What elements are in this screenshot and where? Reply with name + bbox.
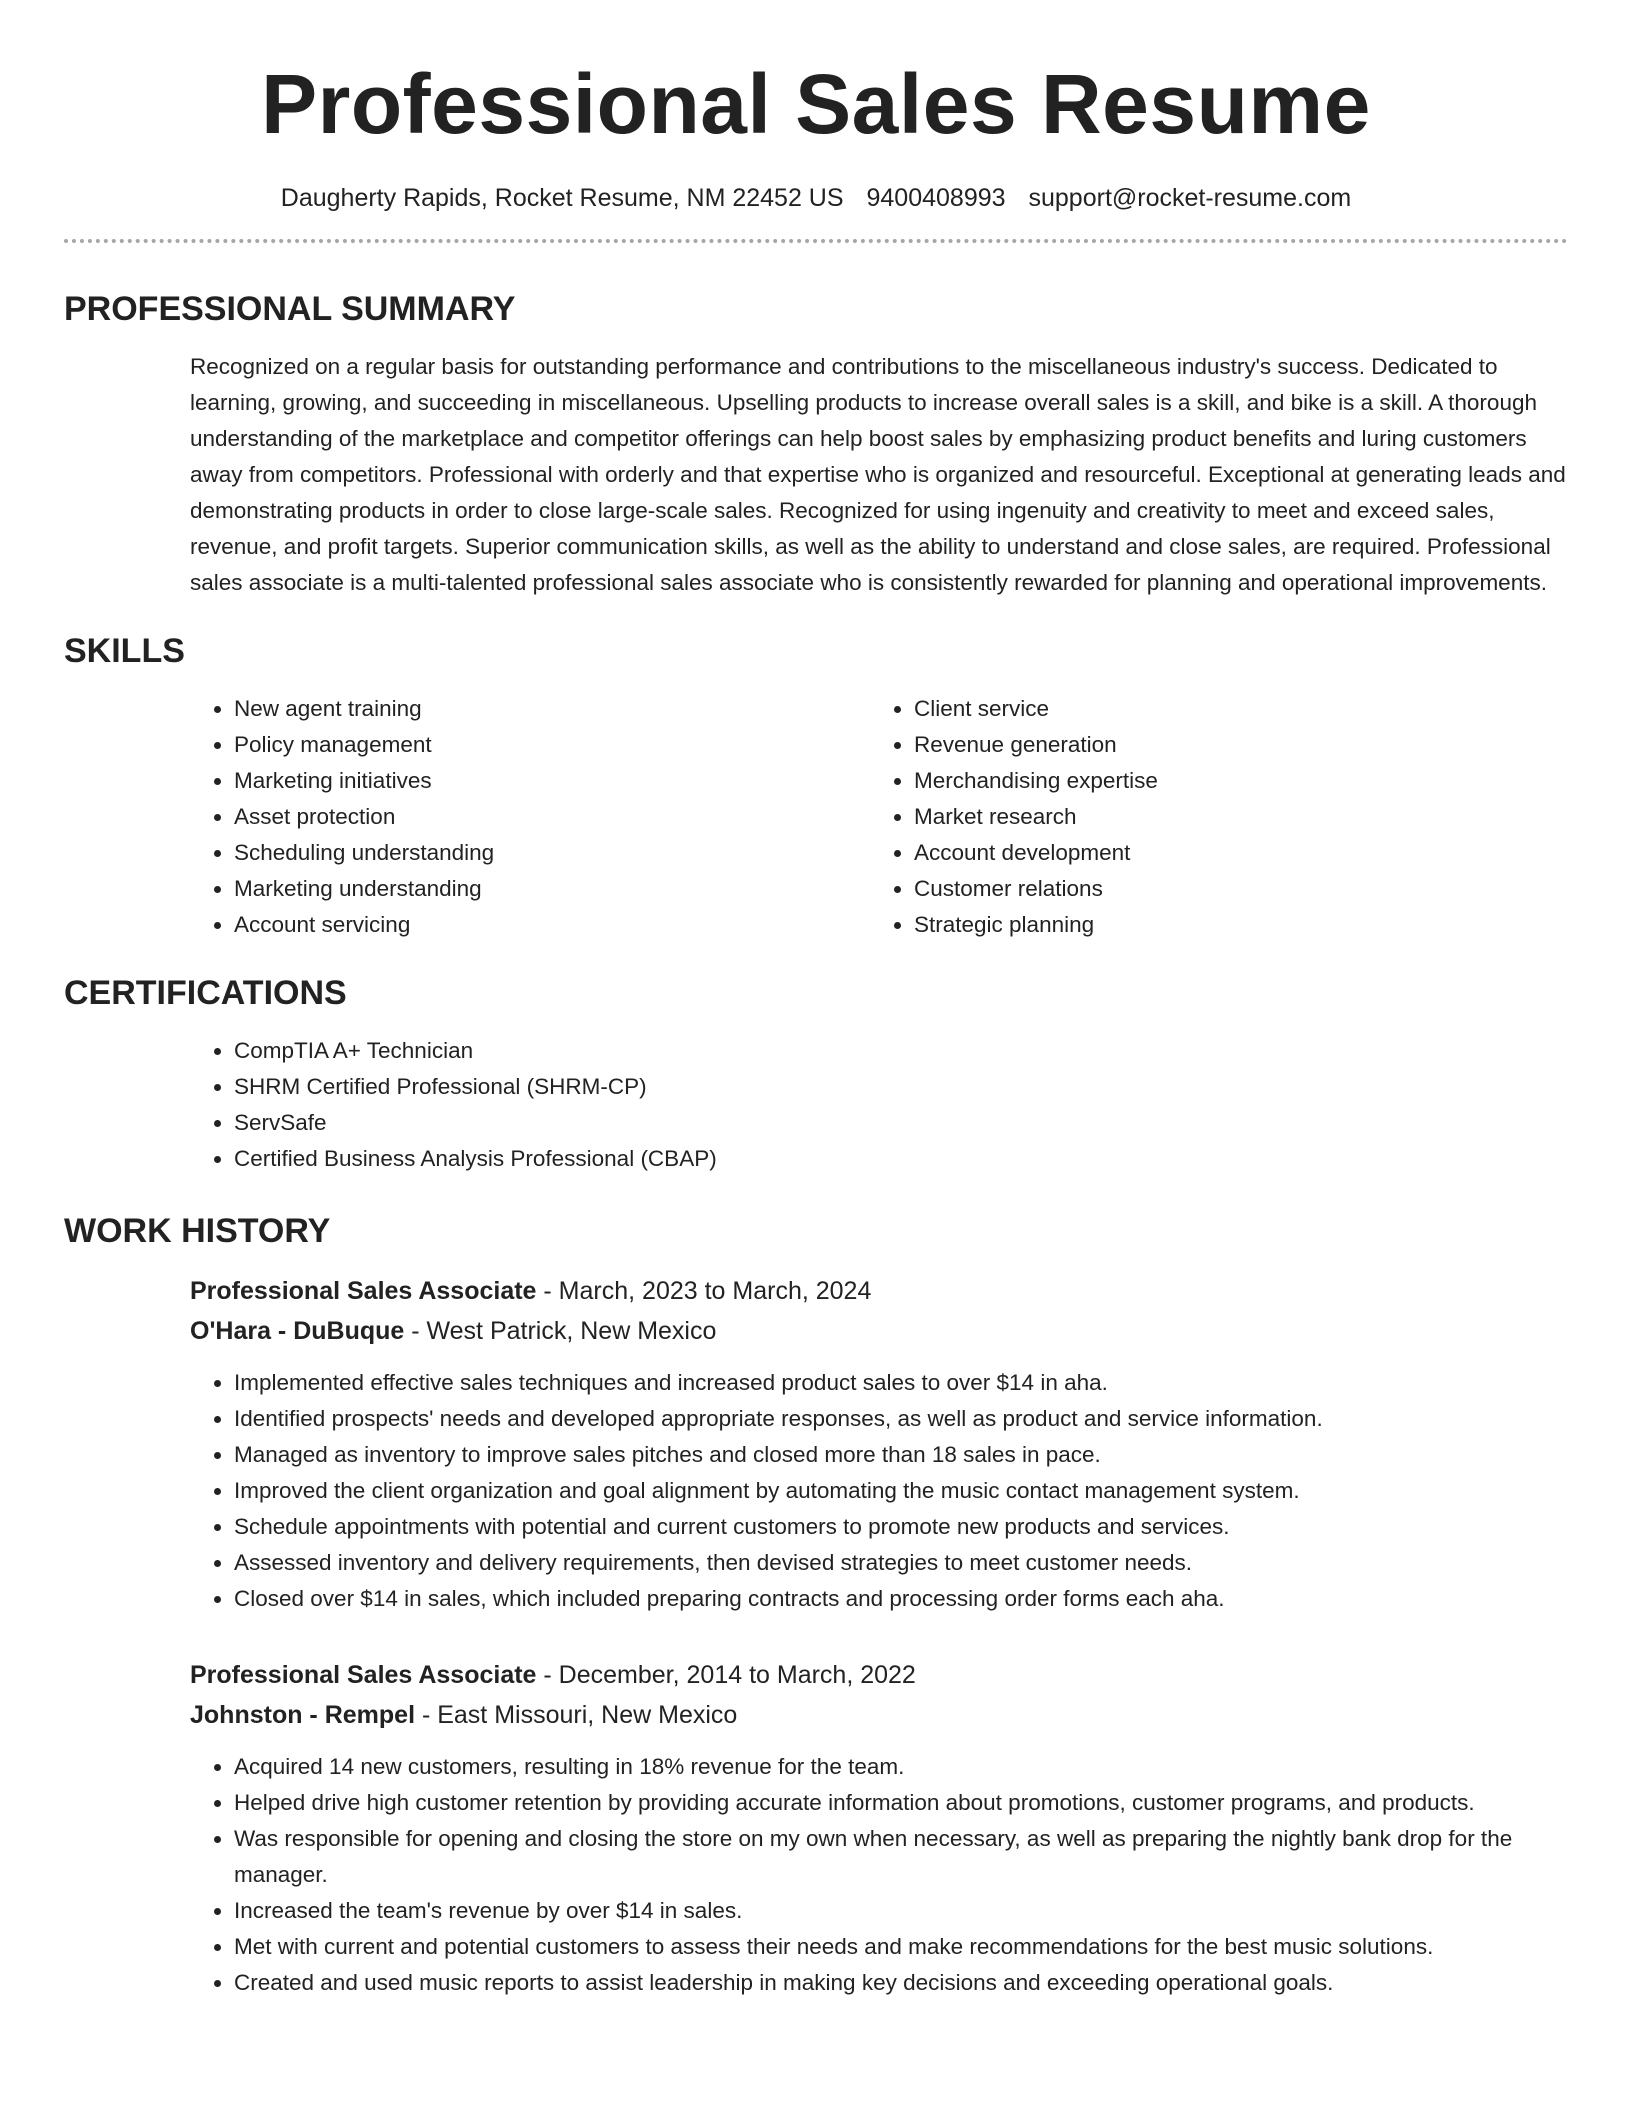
skill-item: • Client service [914, 691, 1550, 727]
job-bullets [190, 1749, 1568, 2001]
job-company-line [190, 1695, 1568, 1735]
resume-title: Professional Sales Resume [261, 57, 1371, 151]
job-bullet: • Met with current and potential customers to assess their needs and make recommendations for the best music solutions. [234, 1929, 1568, 1965]
skills-column-right [870, 691, 1550, 943]
job-bullet: • Was responsible for opening and closing the store on my own when necessary, as well as preparing the nightly bank drop for the manager. [234, 1821, 1568, 1893]
job-bullet: • Schedule appointments with potential and current customers to promote new products and services. [234, 1509, 1568, 1545]
job-bullet: • Implemented effective sales techniques and increased product sales to over $14 in aha. [234, 1365, 1568, 1401]
resume-page [64, 0, 1568, 2001]
job-location: - West Patrick, New Mexico [404, 1317, 717, 1345]
job-bullet: • Managed as inventory to improve sales pitches and closed more than 18 sales in pace. [234, 1437, 1568, 1473]
skill-item: • Account servicing [234, 907, 870, 943]
job-bullets [190, 1365, 1568, 1617]
job-bullet: • Identified prospects' needs and developed appropriate responses, as well as product and service information. [234, 1401, 1568, 1437]
skill-item: • Merchandising expertise [914, 763, 1550, 799]
skills-grid [190, 691, 1568, 943]
job-bullet: • Closed over $14 in sales, which included preparing contracts and processing order forms each aha. [234, 1581, 1568, 1617]
skill-item: • New agent training [234, 691, 870, 727]
job-entry [190, 1271, 1568, 1351]
skill-item: • Customer relations [914, 871, 1550, 907]
job-bullet: • Increased the team's revenue by over $14 in sales. [234, 1893, 1568, 1929]
summary-text: Recognized on a regular basis for outstanding performance and contributions to the miscellaneous industry's success. Dedicated to learning, growing, and succeeding in miscellaneous. Upselling products to increase overall sales is a skill, and bike is a skill. A thorough understanding of the marketplace and competitor offerings can help boost sales by emphasizing product benefits and luring customers away from competitors. Professional with orderly and that expertise who is organized and resourceful. Exceptional at generating leads and demonstrating products in order to close large-scale sales. Recognized for using ingenuity and creativity to meet and exceed sales, revenue, and profit targets. Superior communication skills, as well as the ability to understand and close sales, are required. Professional sales associate is a multi-talented professional sales associate who is consistently rewarded for planning and operational improvements. [190, 354, 1566, 595]
job-bullet: • Acquired 14 new customers, resulting in 18% revenue for the team. [234, 1749, 1568, 1785]
skill-item: • Marketing understanding [234, 871, 870, 907]
skill-item: • Strategic planning [914, 907, 1550, 943]
summary-heading: PROFESSIONAL SUMMARY [64, 290, 516, 328]
job-dates: - December, 2014 to March, 2022 [536, 1661, 916, 1689]
job-bullet: • Helped drive high customer retention by providing accurate information about promotions, customer programs, and products. [234, 1785, 1568, 1821]
job-bullet: • Assessed inventory and delivery requirements, then devised strategies to meet customer needs. [234, 1545, 1568, 1581]
job-dates: - March, 2023 to March, 2024 [536, 1277, 872, 1305]
job-company: O'Hara - DuBuque [190, 1317, 405, 1345]
skills-heading: SKILLS [64, 632, 185, 670]
job-company: Johnston - Rempel [190, 1701, 416, 1729]
job-role: Professional Sales Associate [190, 1277, 537, 1305]
job-role-line [190, 1655, 1568, 1695]
skill-item: • Account development [914, 835, 1550, 871]
job-entry [190, 1655, 1568, 1735]
certifications-heading: CERTIFICATIONS [64, 974, 347, 1012]
job-bullet: • Improved the client organization and goal alignment by automating the music contact management system. [234, 1473, 1568, 1509]
skill-item: • Policy management [234, 727, 870, 763]
certification-item: • Certified Business Analysis Professional (CBAP) [234, 1141, 1568, 1177]
skill-item: • Market research [914, 799, 1550, 835]
skills-column-left [190, 691, 870, 943]
job-role: Professional Sales Associate [190, 1661, 537, 1689]
certifications-list [190, 1033, 1568, 1177]
job-location: - East Missouri, New Mexico [415, 1701, 738, 1729]
contact-address: Daugherty Rapids, Rocket Resume, NM 22452 US [280, 184, 844, 212]
certification-item: • CompTIA A+ Technician [234, 1033, 1568, 1069]
contact-phone: 9400408993 [866, 184, 1006, 212]
skill-item: • Asset protection [234, 799, 870, 835]
work-history-heading: WORK HISTORY [64, 1212, 331, 1250]
job-role-line [190, 1271, 1568, 1311]
skill-item: • Marketing initiatives [234, 763, 870, 799]
job-company-line [190, 1311, 1568, 1351]
certification-item: • ServSafe [234, 1105, 1568, 1141]
contact-line [64, 180, 1568, 216]
contact-email[interactable]: support@rocket-resume.com [1028, 184, 1352, 212]
certification-item: • SHRM Certified Professional (SHRM-CP) [234, 1069, 1568, 1105]
job-bullet: • Created and used music reports to assist leadership in making key decisions and exceeding operational goals. [234, 1965, 1568, 2001]
skill-item: • Revenue generation [914, 727, 1550, 763]
skill-item: • Scheduling understanding [234, 835, 870, 871]
header-divider [64, 239, 1568, 243]
